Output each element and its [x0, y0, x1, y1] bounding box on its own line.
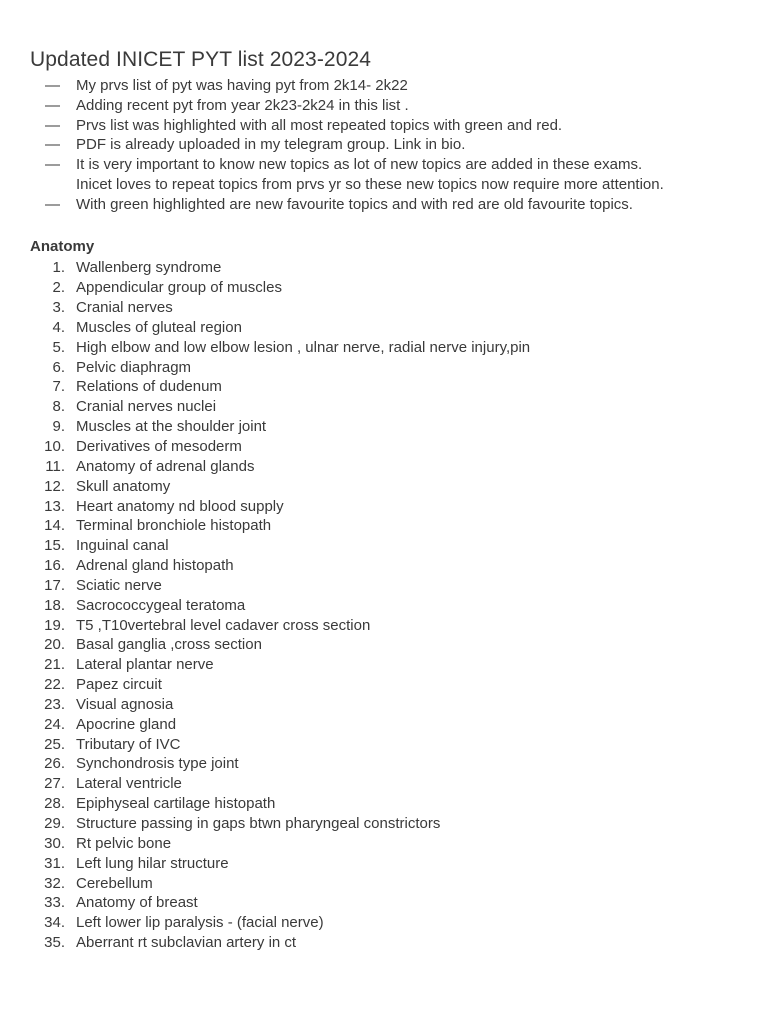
topic-number: 26.	[44, 755, 65, 773]
note-text: With green highlighted are new favourite topics and with red are old favourite topics.	[76, 195, 633, 213]
topic-text: Relations of dudenum	[76, 378, 222, 396]
topic-item	[30, 477, 750, 497]
topic-number: 12.	[44, 477, 65, 495]
bullet-dash: —	[45, 156, 60, 174]
topic-number: 6.	[52, 358, 65, 376]
topic-number: 17.	[44, 576, 65, 594]
topic-item	[30, 675, 750, 695]
topic-text: Terminal bronchiole histopath	[76, 517, 272, 535]
topic-text: Lateral plantar nerve	[76, 656, 214, 674]
topic-text: High elbow and low elbow lesion , ulnar nerve, radial nerve injury,pin	[76, 338, 531, 356]
bullet-dash: —	[45, 195, 60, 213]
topic-item	[30, 437, 750, 457]
topic-item	[30, 596, 750, 616]
topic-text: Cranial nerves	[76, 299, 173, 317]
topic-item	[30, 774, 750, 794]
topic-number: 15.	[44, 537, 65, 555]
topic-item	[30, 516, 750, 536]
topic-item	[30, 695, 750, 715]
topic-item	[30, 655, 750, 675]
topic-number: 24.	[44, 715, 65, 733]
topic-item	[30, 794, 750, 814]
topic-text: Cranial nerves nuclei	[76, 398, 217, 416]
note-text: My prvs list of pyt was having pyt from 2k14- 2k22	[76, 77, 408, 94]
topic-number: 5.	[52, 338, 65, 356]
topic-text: Synchondrosis type joint	[76, 755, 239, 773]
topic-text: Adrenal gland histopath	[76, 557, 234, 575]
note-item	[30, 116, 750, 136]
topic-item	[30, 457, 750, 477]
note-text: Inicet loves to repeat topics from prvs yr so these new topics now require more attention.	[76, 175, 664, 193]
topic-text: Derivatives of mesoderm	[76, 437, 242, 455]
topic-text: Left lower lip paralysis - (facial nerve)	[76, 914, 324, 932]
document-page	[30, 47, 750, 953]
topic-number: 14.	[44, 517, 65, 535]
topic-text: Basal ganglia ,cross section	[76, 636, 262, 654]
topic-text: Sacrococcygeal teratoma	[76, 596, 246, 614]
note-text: PDF is already uploaded in my telegram group. Link in bio.	[76, 136, 466, 154]
topic-number: 16.	[44, 557, 65, 575]
topic-number: 21.	[44, 656, 65, 674]
topic-item	[30, 338, 750, 358]
topic-item	[30, 834, 750, 854]
topic-text: Appendicular group of muscles	[76, 279, 282, 297]
topic-number: 3.	[52, 299, 65, 317]
topic-item	[30, 358, 750, 378]
topic-text: Muscles of gluteal region	[76, 318, 242, 336]
topic-number: 22.	[44, 676, 65, 694]
topic-number: 4.	[52, 318, 65, 336]
topic-item	[30, 258, 750, 278]
topic-text: Muscles at the shoulder joint	[76, 418, 267, 436]
topic-item	[30, 893, 750, 913]
topic-item	[30, 754, 750, 774]
topic-text: Visual agnosia	[76, 695, 174, 713]
note-item	[30, 195, 750, 215]
topic-item	[30, 874, 750, 894]
topic-item	[30, 854, 750, 874]
topic-number: 34.	[44, 914, 65, 932]
topic-item	[30, 318, 750, 338]
topic-text: Anatomy of adrenal glands	[76, 457, 255, 475]
document-title: Updated INICET PYT list 2023-2024	[30, 48, 372, 71]
topic-number: 30.	[44, 834, 65, 852]
topic-number: 9.	[52, 418, 65, 436]
topic-item	[30, 715, 750, 735]
topic-number: 7.	[52, 378, 65, 396]
topic-item	[30, 417, 750, 437]
note-item	[30, 96, 750, 116]
topic-number: 18.	[44, 596, 65, 614]
topic-text: Tributary of IVC	[76, 735, 181, 753]
topic-number: 28.	[44, 795, 65, 813]
topic-number: 32.	[44, 874, 65, 892]
note-item	[30, 76, 750, 96]
topic-number: 13.	[44, 497, 65, 515]
topic-item	[30, 576, 750, 596]
topic-item	[30, 536, 750, 556]
note-item	[30, 135, 750, 155]
bullet-dash: —	[45, 96, 60, 114]
topic-number: 31.	[44, 854, 65, 872]
section-heading-anatomy: Anatomy	[30, 237, 95, 255]
topic-text: Left lung hilar structure	[76, 854, 229, 872]
topic-text: Aberrant rt subclavian artery in ct	[76, 934, 297, 952]
topic-item	[30, 933, 750, 953]
topic-number: 1.	[52, 259, 65, 277]
topic-text: Papez circuit	[76, 676, 162, 694]
topic-number: 11.	[45, 457, 65, 475]
bullet-dash: —	[45, 116, 60, 134]
note-item	[30, 155, 750, 195]
topic-number: 29.	[44, 815, 65, 832]
topic-text: Pelvic diaphragm	[76, 358, 192, 376]
note-text: Adding recent pyt from year 2k23-2k24 in this list .	[76, 96, 409, 114]
topic-text: Cerebellum	[76, 874, 153, 892]
topic-number: 23.	[44, 695, 65, 713]
topic-text: Epiphyseal cartilage histopath	[76, 795, 276, 813]
topic-text: Rt pelvic bone	[76, 834, 172, 852]
topic-number: 2.	[52, 279, 65, 297]
topic-item	[30, 814, 750, 834]
topic-number: 19.	[44, 616, 65, 634]
anatomy-topic-list	[30, 258, 750, 953]
topic-item	[30, 913, 750, 933]
topic-number: 25.	[44, 735, 65, 753]
topic-item	[30, 556, 750, 576]
topic-number: 20.	[44, 636, 65, 654]
topic-number: 8.	[52, 398, 65, 416]
topic-text: Wallenberg syndrome	[76, 259, 222, 277]
topic-number: 10.	[44, 437, 65, 455]
topic-text: Lateral ventricle	[76, 775, 182, 793]
topic-text: T5 ,T10vertebral level cadaver cross section	[76, 616, 371, 634]
topic-item	[30, 616, 750, 636]
topic-item	[30, 377, 750, 397]
topic-text: Structure passing in gaps btwn pharyngeal constrictors	[76, 815, 441, 832]
topic-text: Heart anatomy nd blood supply	[76, 497, 284, 515]
topic-text: Skull anatomy	[76, 477, 171, 495]
topic-item	[30, 497, 750, 517]
topic-text: Anatomy of breast	[76, 894, 198, 912]
notes-list	[30, 76, 750, 215]
topic-item	[30, 635, 750, 655]
topic-text: Apocrine gland	[76, 715, 177, 733]
bullet-dash: —	[45, 136, 60, 154]
note-text: It is very important to know new topics as lot of new topics are added in these exams.	[76, 156, 643, 174]
topic-number: 27.	[44, 775, 65, 793]
topic-text: Sciatic nerve	[76, 576, 162, 594]
topic-text: Inguinal canal	[76, 537, 169, 555]
note-text: Prvs list was highlighted with all most repeated topics with green and red.	[76, 116, 563, 134]
topic-item	[30, 397, 750, 417]
topic-item	[30, 278, 750, 298]
topic-number: 35.	[44, 934, 65, 952]
bullet-dash: —	[45, 77, 60, 94]
topic-item	[30, 735, 750, 755]
topic-item	[30, 298, 750, 318]
topic-number: 33.	[44, 894, 65, 912]
